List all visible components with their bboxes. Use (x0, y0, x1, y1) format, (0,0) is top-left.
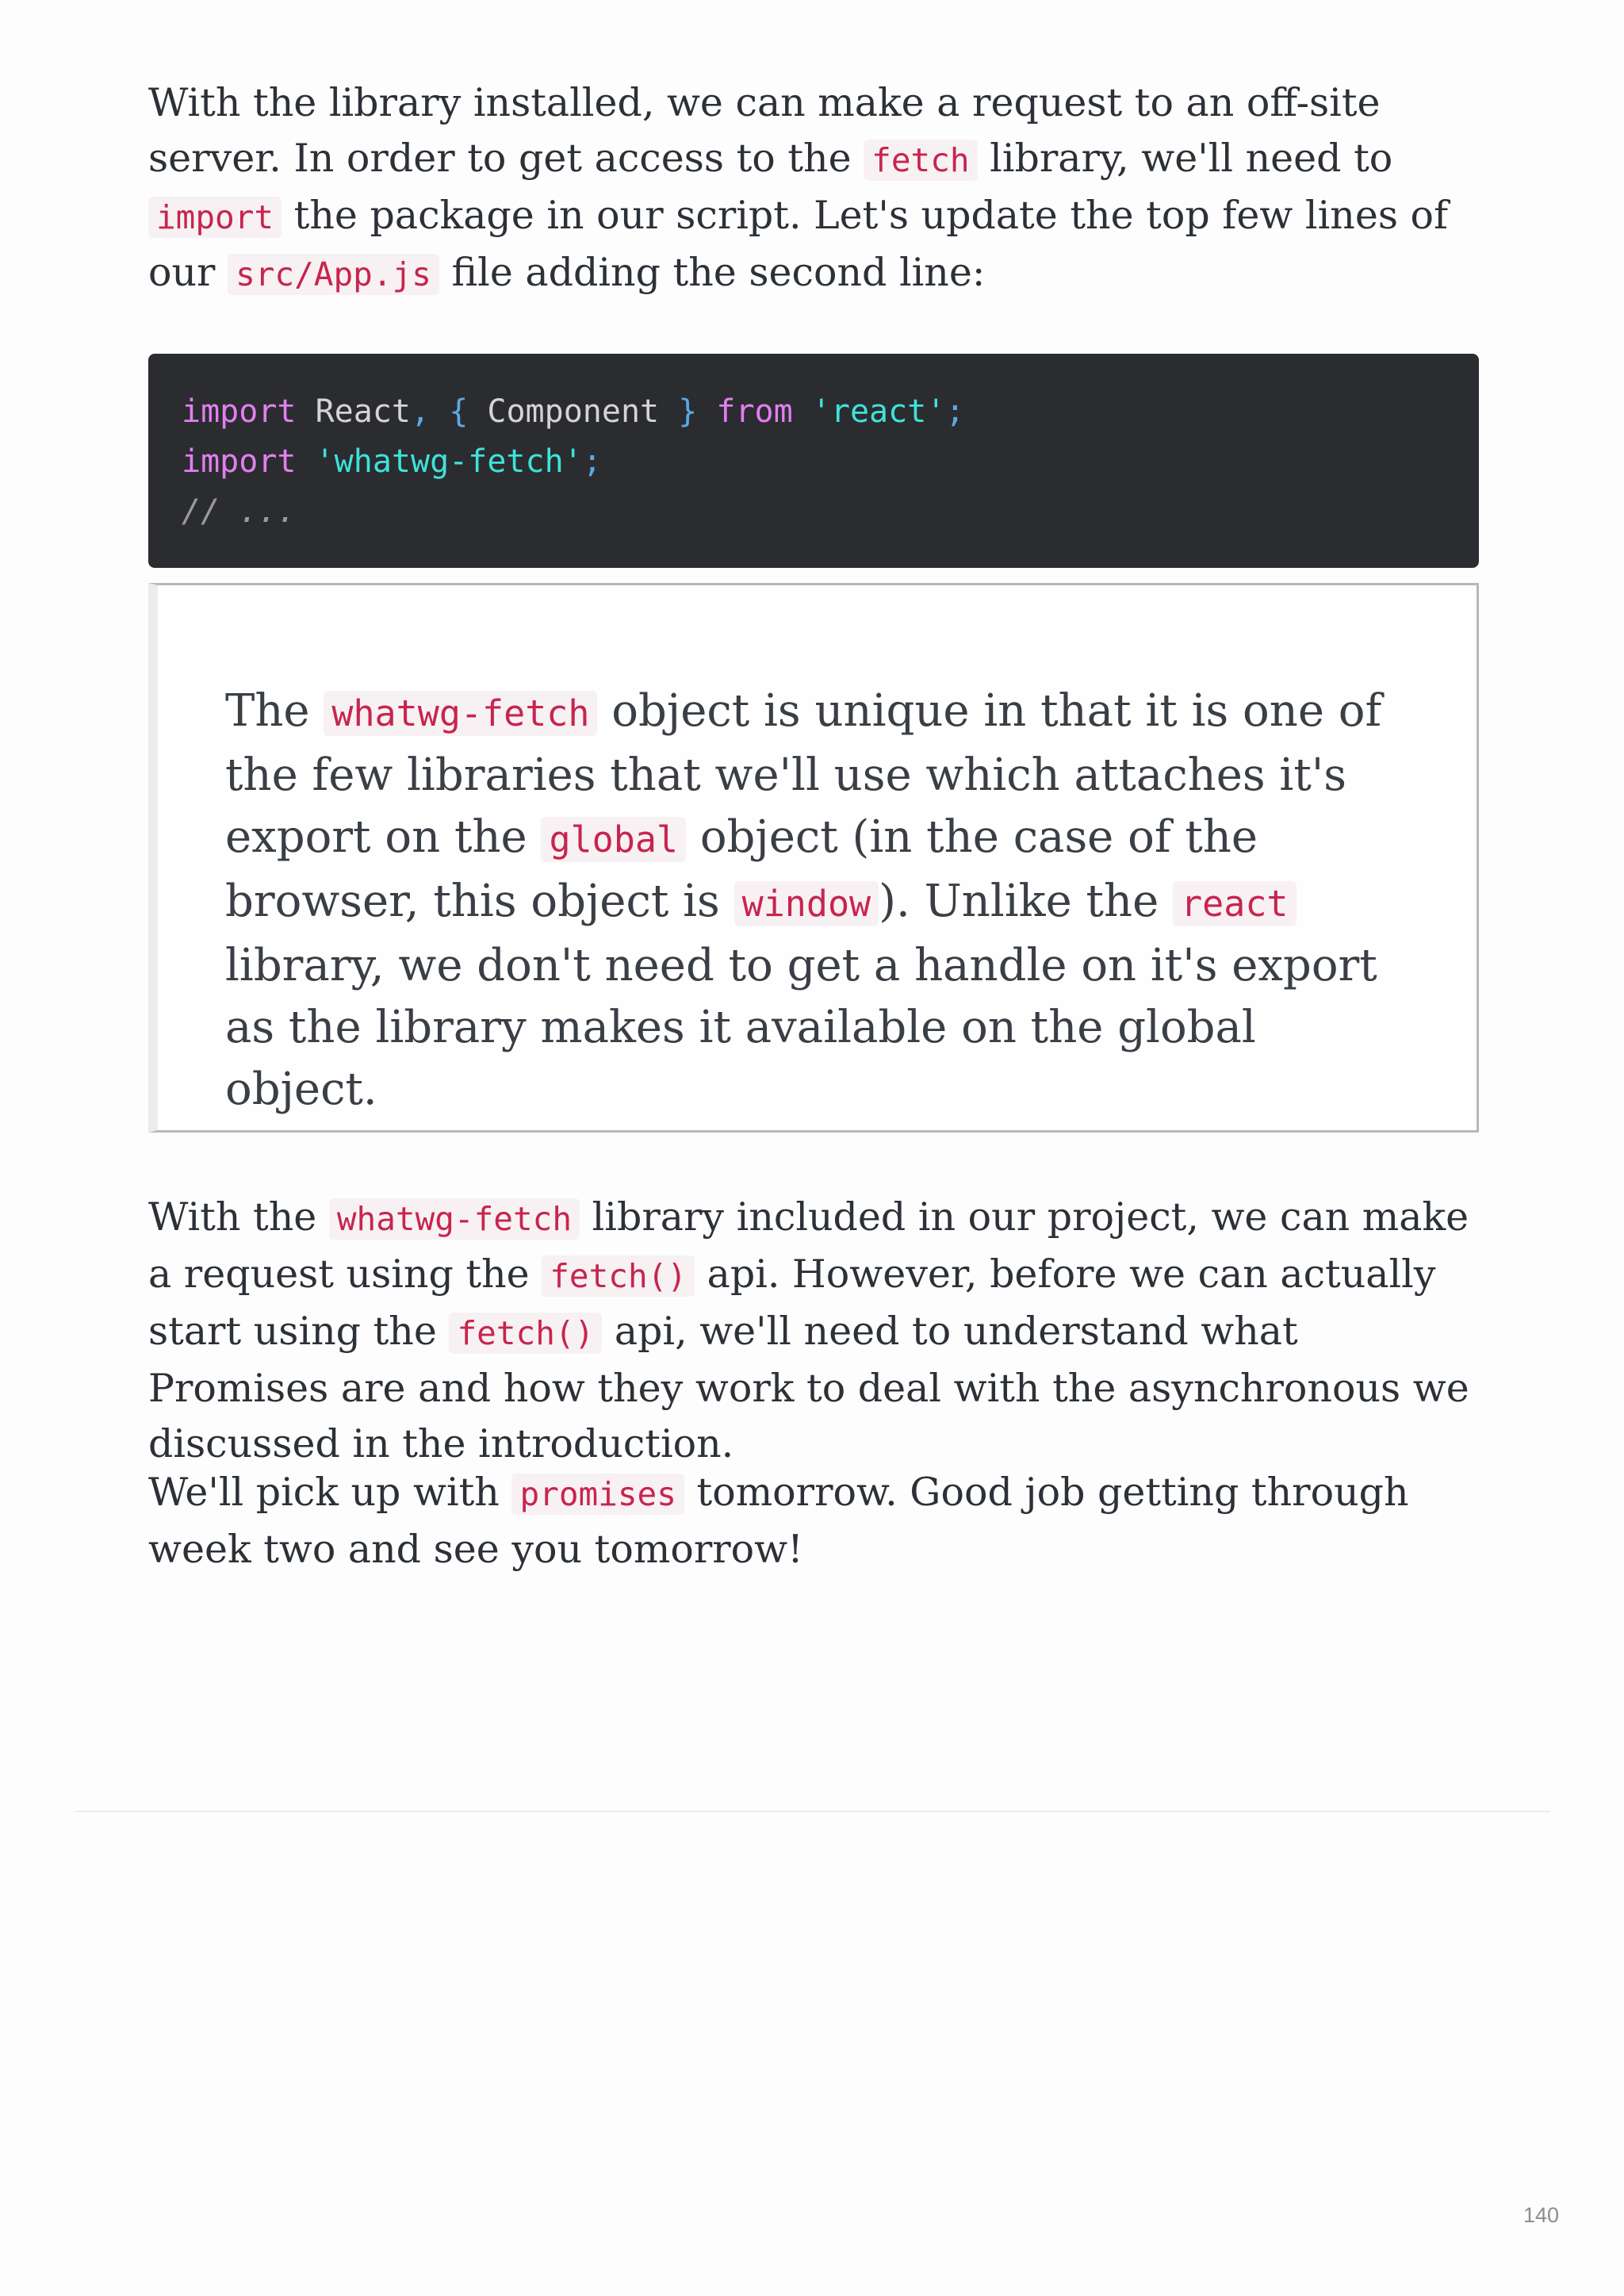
inline-code-whatwg-fetch: whatwg-fetch (329, 1198, 580, 1240)
code-semicolon: ; (945, 393, 965, 430)
page-number: 140 (1522, 2203, 1559, 2227)
code-space (430, 393, 449, 430)
inline-code-fetch-call: fetch() (449, 1313, 602, 1354)
code-punctuation: , (411, 393, 431, 430)
code-space (297, 443, 316, 480)
code-identifier: React (296, 393, 411, 430)
code-identifier: Component (468, 393, 679, 430)
text-span: object is unique in that it is one of the few libraries that we'll use which attaches it's export on the (225, 685, 1382, 863)
code-keyword: from (716, 393, 793, 430)
inline-code-fetch-call: fetch() (542, 1255, 695, 1297)
inline-code-fetch: fetch (864, 140, 977, 181)
text-span: With the (148, 1194, 329, 1240)
text-span: object (in the case of the browser, this object is (225, 811, 1258, 927)
code-block (148, 354, 1479, 568)
inline-code-import: import (148, 197, 282, 238)
note-callout (148, 583, 1479, 1133)
text-span: The (225, 685, 324, 737)
code-space (793, 393, 812, 430)
code-line-3-comment: // ... (182, 493, 297, 530)
inline-code-app-js: src/App.js (228, 254, 439, 295)
text-span: tomorrow. Good job getting through week two and see you tomorrow! (148, 1470, 1409, 1572)
text-span: library, we'll need to (977, 136, 1393, 181)
callout-text (225, 680, 1415, 1121)
inline-code-react: react (1173, 881, 1296, 926)
code-brace-open: { (449, 393, 469, 430)
closing-paragraph (148, 1465, 1480, 1577)
code-brace-close: } (678, 393, 698, 430)
code-string: 'whatwg-fetch' (315, 443, 583, 480)
inline-code-global: global (541, 817, 686, 862)
text-span: api. However, before we can actually start using the (148, 1251, 1436, 1354)
code-semicolon: ; (582, 443, 602, 480)
code-line-2 (182, 437, 1446, 487)
text-span: library, we don't need to get a handle on it's export as the library makes it available on the global object. (225, 940, 1377, 1115)
code-line-1 (182, 387, 1446, 437)
text-span: library included in our project, we can make a request using the (148, 1194, 1469, 1297)
inline-code-promises: promises (511, 1474, 684, 1515)
intro-paragraph (148, 75, 1480, 302)
inline-code-window: window (734, 881, 879, 926)
text-span: ). Unlike the (879, 876, 1174, 927)
fetch-paragraph (148, 1190, 1480, 1472)
text-span: file adding the second line: (439, 250, 986, 295)
inline-code-whatwg-fetch: whatwg-fetch (324, 691, 597, 736)
code-string: 'react' (811, 393, 946, 430)
code-space (697, 393, 716, 430)
code-keyword: import (182, 393, 297, 430)
text-span: With the library installed, we can make a request to an off-site server. In order to get access to the (148, 80, 1381, 181)
footer-divider (75, 1811, 1550, 1812)
code-keyword: import (182, 443, 297, 480)
text-span: api, we'll need to understand what Promises are and how they work to deal with the asynchronous we discussed in the introduction. (148, 1309, 1469, 1466)
text-span: We'll pick up with (148, 1470, 512, 1515)
text-span: the package in our script. Let's update the top few lines of our (148, 193, 1449, 295)
